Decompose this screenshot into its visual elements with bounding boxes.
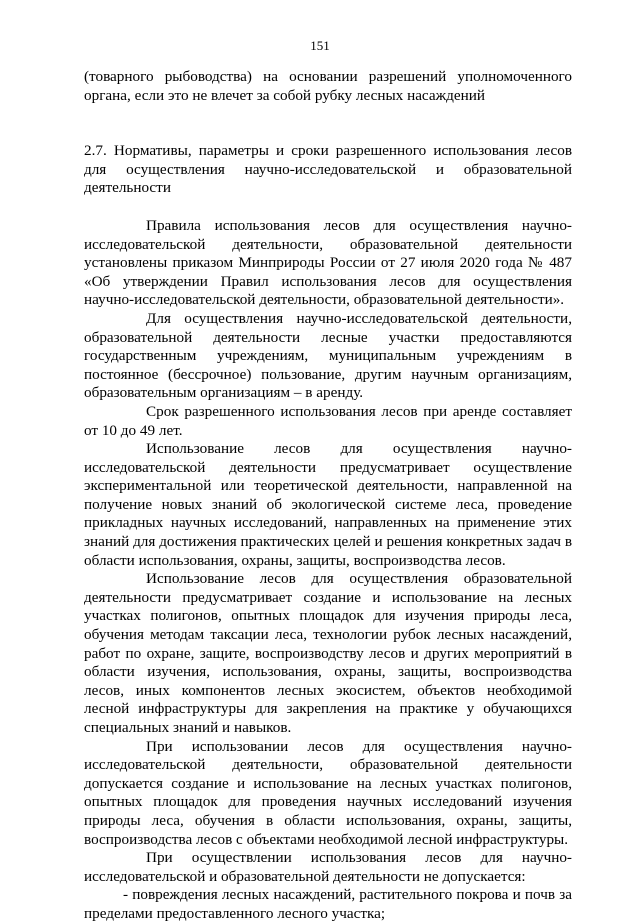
body-paragraph: При использовании лесов для осуществления научно-исследовательской деятельности, образовательной деятельности допускается создание и использование на лесных участках полигонов, опытных площадок для проведения научных исследований изучения природы леса, обучения в области использования, охраны, защиты, воспроизводства лесов с объектами необходимой лесной инфраструктуры. [84, 737, 572, 848]
body-paragraph: При осуществлении использования лесов для научно-исследовательской и образовательной деятельности не допускается: [84, 849, 572, 885]
page-content [84, 68, 572, 924]
body-paragraph: Использование лесов для осуществления научно-исследовательской деятельности предусматривает осуществление экспериментальной или теоретической деятельности, направленной на получение новых знаний об экологической системе леса, проведение прикладных научных исследований, направленных на применение этих знаний для достижения практических целей и решения конкретных задач в области использования, охраны, защиты, воспроизводства лесов. [84, 440, 572, 569]
body-paragraph: Правила использования лесов для осуществления научно-исследовательской деятельности, образовательной деятельности установлены приказом Минприроды России от 27 июля 2020 года № 487 «Об утверждении Правил использования лесов для осуществления научно-исследовательской деятельности, образовательной деятельности». [84, 216, 572, 309]
section-heading: 2.7. Нормативы, параметры и сроки разрешенного использования лесов для осуществления научно-исследовательской и образовательной деятельности [84, 142, 572, 197]
list-item: - повреждения лесных насаждений, растительного покрова и почв за пределами предоставленного лесного участка; [84, 886, 572, 922]
intro-paragraph: (товарного рыбоводства) на основании разрешений уполномоченного органа, если это не влечет за собой рубку лесных насаждений [84, 68, 572, 104]
page-number: 151 [310, 38, 330, 53]
body-paragraph: Срок разрешенного использования лесов при аренде составляет от 10 до 49 лет. [84, 402, 572, 439]
body-paragraph: Для осуществления научно-исследовательской деятельности, образовательной деятельности лесные участки предоставляются государственным учреждениям, муниципальным учреждениям в постоянное (бессрочное) пользование, другим научным организациям, образовательным организациям – в аренду. [84, 309, 572, 402]
body-paragraph: Использование лесов для осуществления образовательной деятельности предусматривает создание и использование на лесных участках полигонов, опытных площадок для изучения природы леса, обучения методам таксации леса, технологии рубок лесных насаждений, работ по охране, защите, воспроизводству лесов и других мероприятий в области изучения, использования, охраны, защиты, воспроизводства лесов, иных компонентов лесных экосистем, объектов необходимой лесной инфраструктуры для закрепления на практике у обучающихся специальных знаний и навыков. [84, 570, 572, 736]
